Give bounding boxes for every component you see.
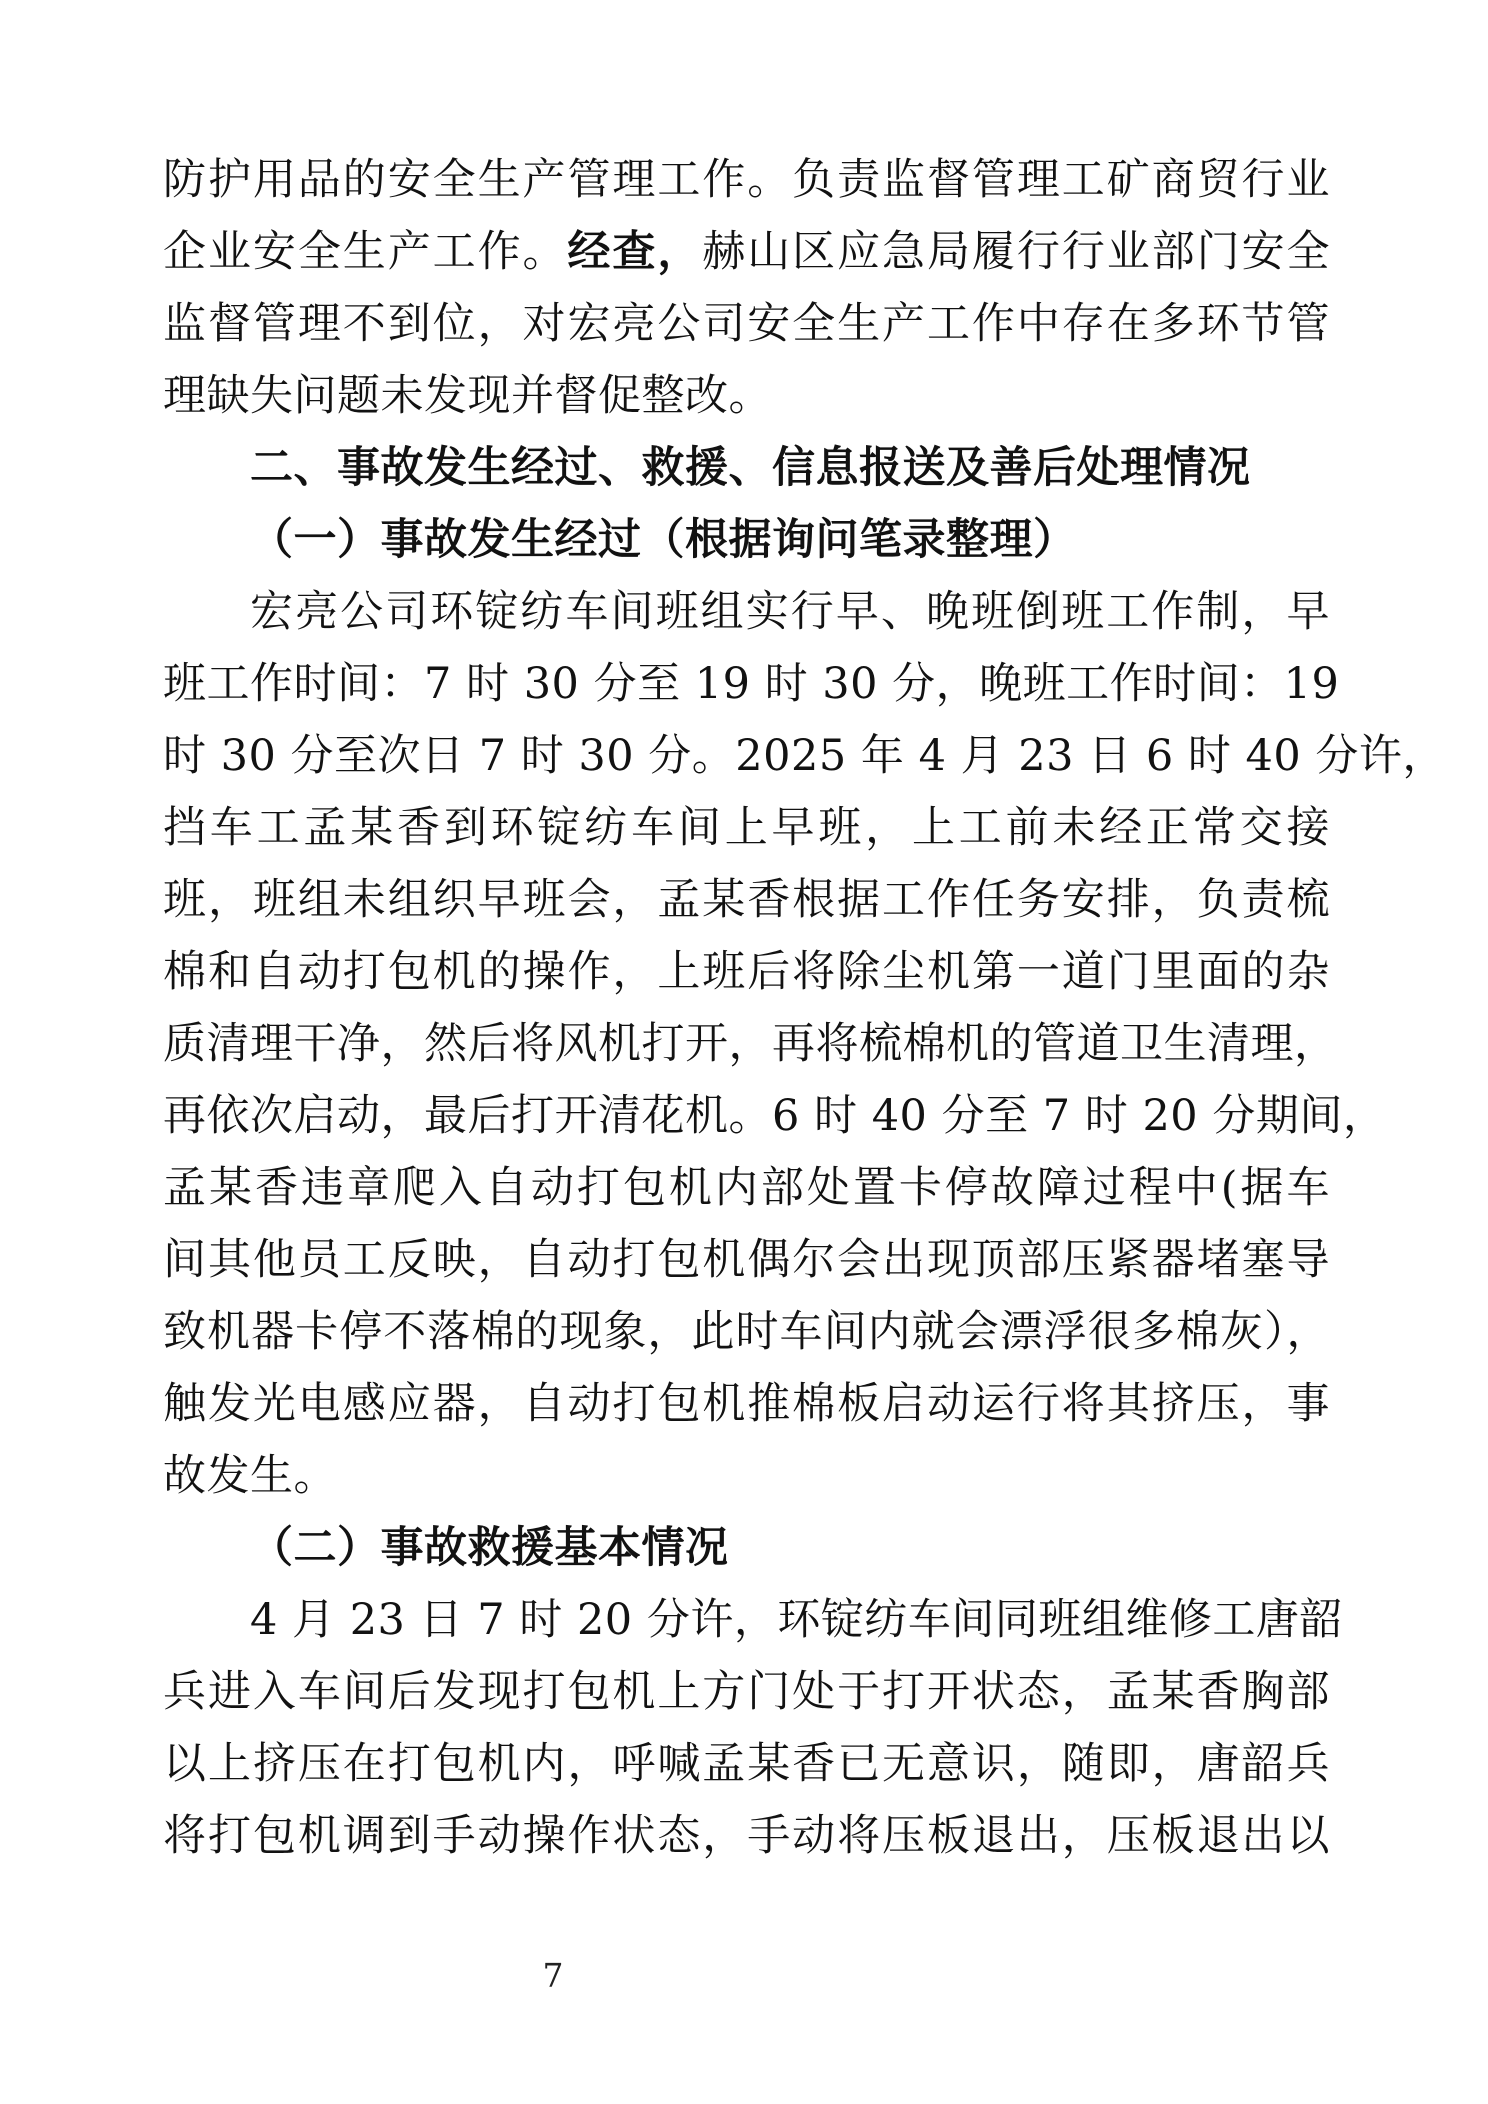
text-content (163, 144, 1446, 1872)
text-line (163, 216, 1330, 288)
text-line: 理缺失问题未发现并督促整改。 (163, 371, 772, 421)
page-number: 7 (542, 1956, 564, 1995)
text-line: 兵进入车间后发现打包机上方门处于打开状态，孟某香胸部 (163, 1667, 1330, 1717)
text-line: 时 30 分至次日 7 时 30 分。2025 年 4 月 23 日 6 时 40 分许， (163, 731, 1446, 781)
emphasis-run: 经查， (567, 227, 703, 277)
text-line: 触发光电感应器，自动打包机推棉板启动运行将其挤压，事 (163, 1379, 1330, 1429)
text-line: 再依次启动，最后打开清花机。6 时 40 分至 7 时 20 分期间， (163, 1091, 1387, 1141)
text-line: 挡车工孟某香到环锭纺车间上早班，上工前未经正常交接 (163, 803, 1330, 853)
text-line: 质清理干净，然后将风机打开，再将梳棉机的管道卫生清理， (163, 1019, 1338, 1069)
text-run: 企业安全生产工作。 (163, 227, 568, 277)
text-line: 防护用品的安全生产管理工作。负责监督管理工矿商贸行业 (163, 155, 1330, 205)
text-line: 孟某香违章爬入自动打包机内部处置卡停故障过程中(据车 (163, 1163, 1330, 1213)
text-line: 间其他员工反映，自动打包机偶尔会出现顶部压紧器堵塞导 (163, 1235, 1330, 1285)
text-line: 宏亮公司环锭纺车间班组实行早、晚班倒班工作制，早 (250, 587, 1330, 637)
subsection-heading: （二）事故救援基本情况 (250, 1523, 729, 1573)
text-line: 4 月 23 日 7 时 20 分许，环锭纺车间同班组维修工唐韶 (250, 1595, 1343, 1645)
text-line: 故发生。 (163, 1451, 337, 1501)
text-line: 监督管理不到位，对宏亮公司安全生产工作中存在多环节管 (163, 299, 1330, 349)
text-run: 赫山区应急局履行行业部门安全 (702, 227, 1331, 277)
text-line: 以上挤压在打包机内，呼喊孟某香已无意识，随即，唐韶兵 (163, 1739, 1330, 1789)
text-line: 班工作时间：7 时 30 分至 19 时 30 分，晚班工作时间：19 (163, 659, 1340, 709)
section-heading: 二、事故发生经过、救援、信息报送及善后处理情况 (250, 443, 1251, 493)
text-line: 班，班组未组织早班会，孟某香根据工作任务安排，负责梳 (163, 875, 1330, 925)
text-line: 将打包机调到手动操作状态，手动将压板退出，压板退出以 (163, 1811, 1330, 1861)
text-line: 棉和自动打包机的操作，上班后将除尘机第一道门里面的杂 (163, 947, 1330, 997)
text-line: 致机器卡停不落棉的现象，此时车间内就会漂浮很多棉灰）， (163, 1307, 1330, 1357)
subsection-heading: （一）事故发生经过（根据询问笔录整理） (250, 515, 1077, 565)
